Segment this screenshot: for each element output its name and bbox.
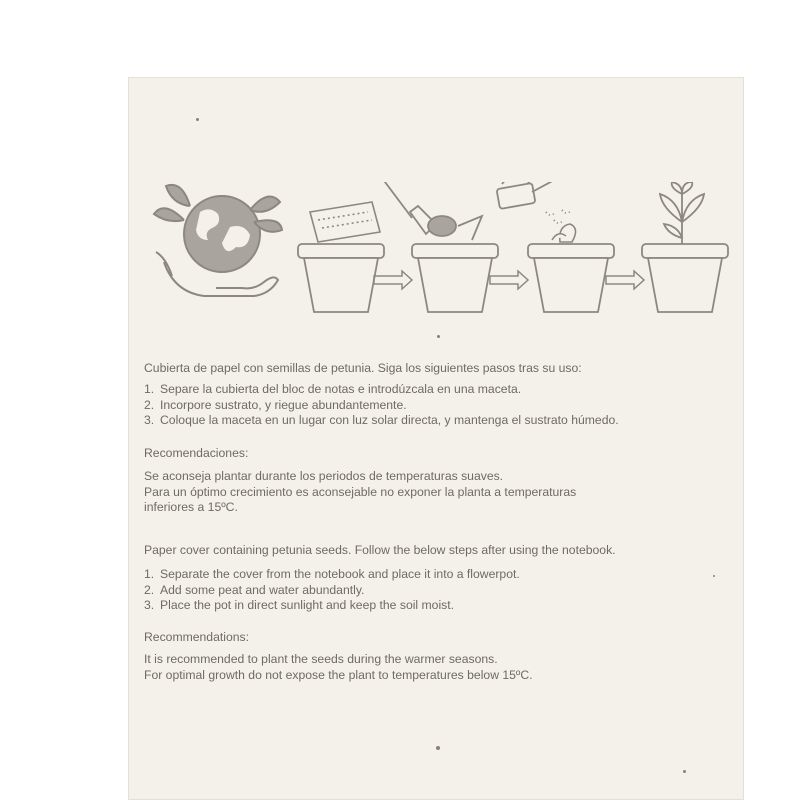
seed-paper-icon: [310, 202, 380, 242]
recommendation-line: It is recommended to plant the seeds during the warmer seasons.: [144, 652, 498, 666]
list-item: [144, 413, 619, 429]
watering-can-icon: [497, 182, 572, 223]
spanish-recommendations-heading-text: Recomendaciones:: [144, 446, 249, 460]
hands-globe-icon: [154, 185, 282, 296]
list-item: [144, 598, 520, 614]
step-number: 2.: [144, 582, 155, 597]
english-intro: [144, 543, 616, 559]
flowerpot-icon: [528, 244, 614, 312]
spanish-steps-list: [144, 382, 619, 429]
spanish-intro: [144, 361, 582, 377]
step-number: 1.: [144, 382, 155, 396]
list-item: [144, 382, 619, 398]
step-number: 3.: [144, 413, 155, 427]
recommendation-line: Se aconseja plantar durante los periodos de temperaturas suaves.: [144, 469, 504, 483]
step-text: Place the pot in direct sunlight and keep the soil moist.: [160, 598, 455, 612]
step-number: 1.: [144, 567, 155, 581]
step-text: Separate the cover from the notebook and place it into a flowerpot.: [160, 567, 520, 581]
arrow-right-icon: [490, 271, 528, 289]
arrow-right-icon: [606, 271, 644, 289]
step-text: Incorpore sustrato, y riegue abundantemente.: [160, 397, 407, 412]
step-text: Separe la cubierta del bloc de notas e introdúzcala en una maceta.: [160, 382, 522, 396]
paper-speck: [436, 746, 440, 750]
paper-speck: [196, 118, 199, 121]
arrow-right-icon: [374, 271, 412, 289]
seed-paper-card: [128, 77, 744, 800]
planting-steps-illustration: [142, 182, 732, 317]
english-intro-text: Paper cover containing petunia seeds. Follow the below steps after using the notebook.: [144, 543, 616, 557]
paper-speck: [437, 335, 440, 338]
english-recommendations: [144, 652, 533, 683]
flower-icon: [660, 182, 704, 246]
paper-speck: [713, 575, 715, 577]
trowel-soil-icon: [382, 182, 482, 240]
english-recommendations-heading: [144, 630, 249, 646]
list-item: [144, 583, 520, 599]
recommendation-line: inferiores a 15ºC.: [144, 500, 238, 514]
spanish-recommendations-heading: [144, 446, 248, 462]
step-text: Add some peat and water abundantly.: [160, 582, 365, 597]
step-number: 2.: [144, 397, 155, 412]
english-recommendations-heading-text: Recommendations:: [144, 630, 249, 644]
recommendation-line: Para un óptimo crecimiento es aconsejable no exponer la planta a temperaturas: [144, 484, 577, 499]
paper-speck: [683, 770, 686, 773]
flowerpot-icon: [412, 244, 498, 312]
sprout-icon: [552, 224, 576, 242]
step-text: Coloque la maceta en un lugar con luz solar directa, y mantenga el sustrato húmedo.: [160, 413, 619, 427]
english-steps-list: [144, 567, 520, 614]
spanish-recommendations: [144, 469, 576, 516]
spanish-intro-text: Cubierta de papel con semillas de petunia. Siga los siguientes pasos tras su uso:: [144, 361, 582, 375]
list-item: [144, 567, 520, 583]
list-item: [144, 398, 619, 414]
recommendation-line: For optimal growth do not expose the plant to temperatures below 15ºC.: [144, 667, 533, 682]
flowerpot-icon: [642, 244, 728, 312]
flowerpot-icon: [298, 244, 384, 312]
step-number: 3.: [144, 598, 155, 612]
